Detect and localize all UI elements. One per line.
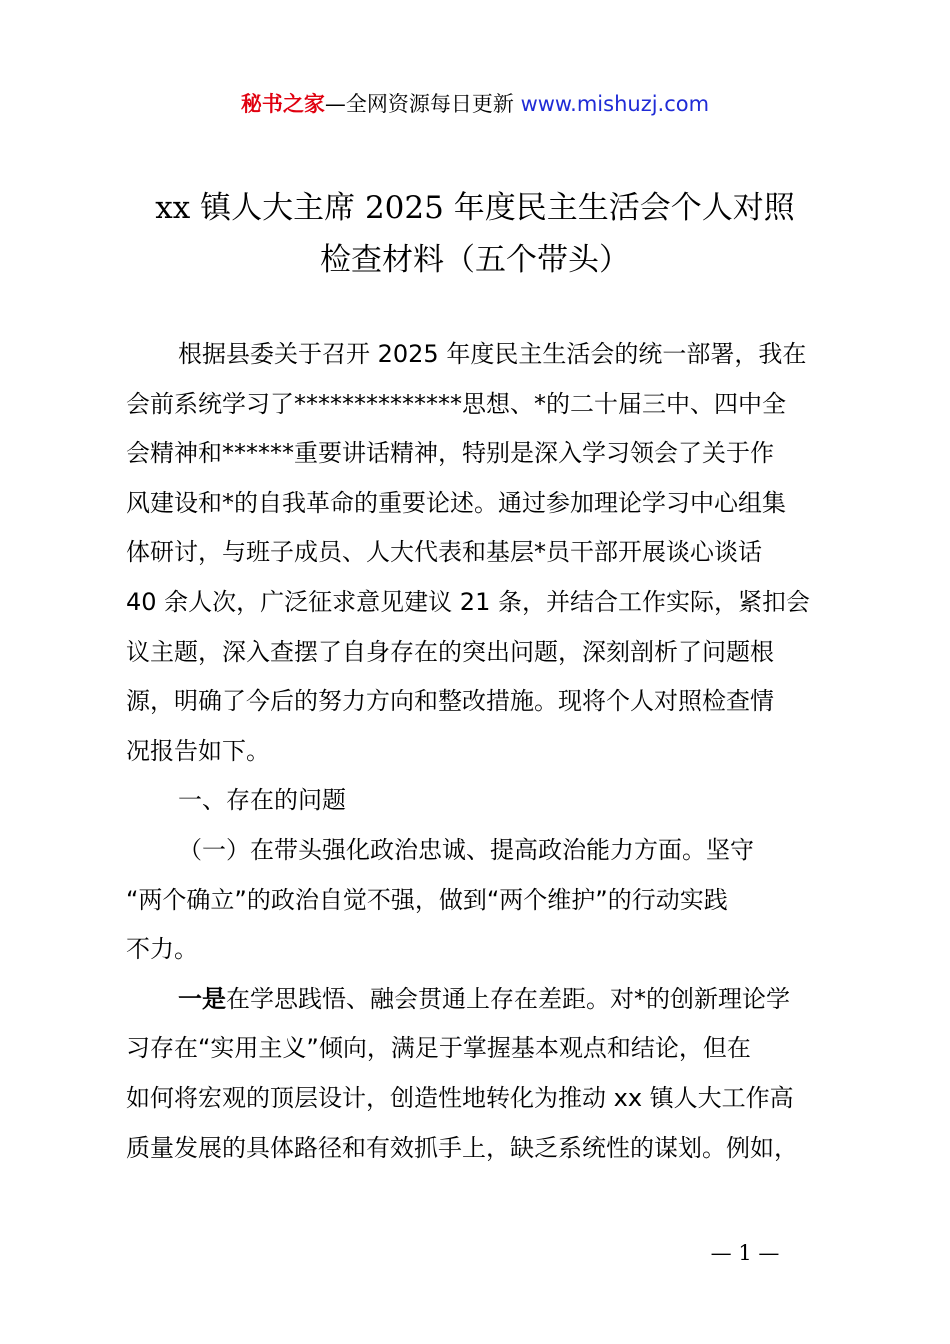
text-line: 源，明确了今后的努力方向和整改措施。现将个人对照检查情 xyxy=(126,687,774,716)
site-tagline: —全网资源每日更新 xyxy=(324,92,521,116)
text-line: 质量发展的具体路径和有效抓手上，缺乏系统性的谋划。例如， xyxy=(126,1133,798,1162)
text-line: “两个确立”的政治自觉不强，做到“两个维护”的行动实践 xyxy=(126,885,728,914)
text-line: 根据县委关于召开 2025 年度民主生活会的统一部署，我在 xyxy=(178,340,807,368)
text-line: 议主题，深入查摆了自身存在的突出问题，深刻剖析了问题根 xyxy=(126,637,774,666)
text-line xyxy=(126,975,834,1025)
page-number: — 1 — xyxy=(710,1241,780,1265)
site-url-link[interactable]: www.mishuzj.com xyxy=(520,92,710,116)
subsection-paragraph xyxy=(126,826,834,975)
point-text: 在学思践悟、融会贯通上存在差距。对*的创新理论学 xyxy=(226,984,790,1013)
point-lead: 一是 xyxy=(178,984,226,1013)
text-line: 如何将宏观的顶层设计，创造性地转化为推动 xx 镇人大工作高 xyxy=(126,1083,794,1112)
text-line: 会前系统学习了**************思想、*的二十届三中、四中全 xyxy=(126,389,786,418)
title-line-1: xx 镇人大主席 2025 年度民主生活会个人对照 xyxy=(155,190,795,226)
text-line: （一）在带头强化政治忠诚、提高政治能力方面。坚守 xyxy=(178,835,754,864)
document-body xyxy=(126,330,834,1173)
text-line: 风建设和*的自我革命的重要论述。通过参加理论学习中心组集 xyxy=(126,488,786,517)
intro-paragraph xyxy=(126,330,834,776)
text-line: 习存在“实用主义”倾向，满足于掌握基本观点和结论，但在 xyxy=(126,1034,751,1063)
text-line: 况报告如下。 xyxy=(126,736,270,765)
title-line-2: 检查材料（五个带头） xyxy=(320,242,630,278)
site-header xyxy=(0,88,950,120)
site-brand: 秘书之家 xyxy=(240,92,325,116)
document-title xyxy=(100,182,850,286)
text-line: 会精神和******重要讲话精神，特别是深入学习领会了关于作 xyxy=(126,439,774,468)
text-line: 不力。 xyxy=(126,935,198,964)
text-line: 体研讨，与班子成员、人大代表和基层*员干部开展谈心谈话 xyxy=(126,538,762,567)
section-heading: 一、存在的问题 xyxy=(178,786,346,815)
text-line: 40 余人次，广泛征求意见建议 21 条，并结合工作实际，紧扣会 xyxy=(126,587,810,616)
point-paragraph xyxy=(126,975,834,1173)
